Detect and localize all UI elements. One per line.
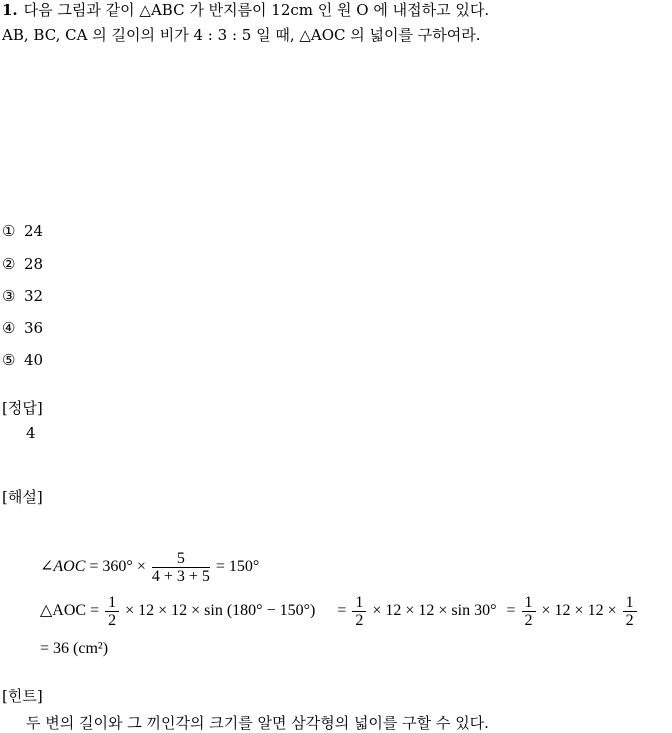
fraction-5-over-12: [152, 550, 210, 585]
choice-1[interactable]: [2, 222, 43, 240]
eq1-post: = 150°: [215, 558, 260, 576]
choice-3-mark: ③: [2, 287, 16, 305]
fraction-half-4: $\frac{1}{2}$: [623, 594, 637, 629]
fraction-half-2: $\frac{1}{2}$: [352, 594, 366, 629]
angle-aoc: ∠AOC: [40, 558, 86, 576]
eq2-term-3: × 12 × 12 ×: [541, 602, 617, 620]
question-text-1: 다음 그림과 같이 △ABC 가 반지름이 12cm 인 원 O 에 내접하고 있다.: [23, 1, 490, 19]
choice-1-value: 24: [24, 222, 44, 240]
choice-4-value: 36: [24, 319, 44, 337]
choice-4[interactable]: [2, 319, 43, 337]
hint-label: [힌트]: [2, 687, 43, 705]
answer-label: [정답]: [2, 399, 43, 417]
hint-text: 두 변의 길이와 그 끼인각의 크기를 알면 삼각형의 넓이를 구할 수 있다.: [26, 714, 489, 732]
choice-3-value: 32: [24, 287, 44, 305]
question-number: 1.: [2, 1, 18, 19]
solution-equation-1: [40, 550, 259, 585]
frac-denominator: 4 + 3 + 5: [151, 568, 210, 585]
eq2-lhs: △AOC =: [40, 602, 100, 620]
choice-5-value: 40: [24, 351, 44, 369]
choice-1-mark: ①: [2, 222, 16, 240]
choice-4-mark: ④: [2, 319, 16, 337]
question-line-1: [2, 0, 489, 20]
eq2-term-2: × 12 × 12 × sin 30°: [372, 602, 497, 620]
choice-3[interactable]: [2, 287, 43, 305]
choice-2-mark: ②: [2, 255, 16, 273]
choice-5[interactable]: [2, 351, 43, 369]
fraction-half-3: $\frac{1}{2}$: [522, 594, 536, 629]
answer-value: 4: [26, 424, 36, 442]
choice-2[interactable]: [2, 255, 43, 273]
solution-label: [해설]: [2, 488, 43, 506]
fraction-half-1: $\frac{1}{2}$: [105, 594, 119, 629]
solution-equation-3: = 36 (cm²): [40, 640, 109, 657]
eq2-term-1: × 12 × 12 × sin (180° − 150°): [125, 602, 316, 620]
frac-numerator: 5: [152, 550, 210, 568]
solution-equation-2: △AOC = $\frac{1}{2}$ × 12 × 12 × sin (180° − 150°) = $\frac{1}{2}$ × 12 × 12 × sin 30° = $\frac{1}{2}$ × 12 × 12 × $\frac{1}{2}$: [40, 594, 639, 629]
eq1-pre: = 360° ×: [89, 558, 146, 576]
question-line-2: AB, BC, CA 의 길이의 비가 4 : 3 : 5 일 때, △AOC 의 넓이를 구하여라.: [2, 26, 481, 44]
choice-5-mark: ⑤: [2, 351, 16, 369]
choice-2-value: 28: [24, 255, 44, 273]
